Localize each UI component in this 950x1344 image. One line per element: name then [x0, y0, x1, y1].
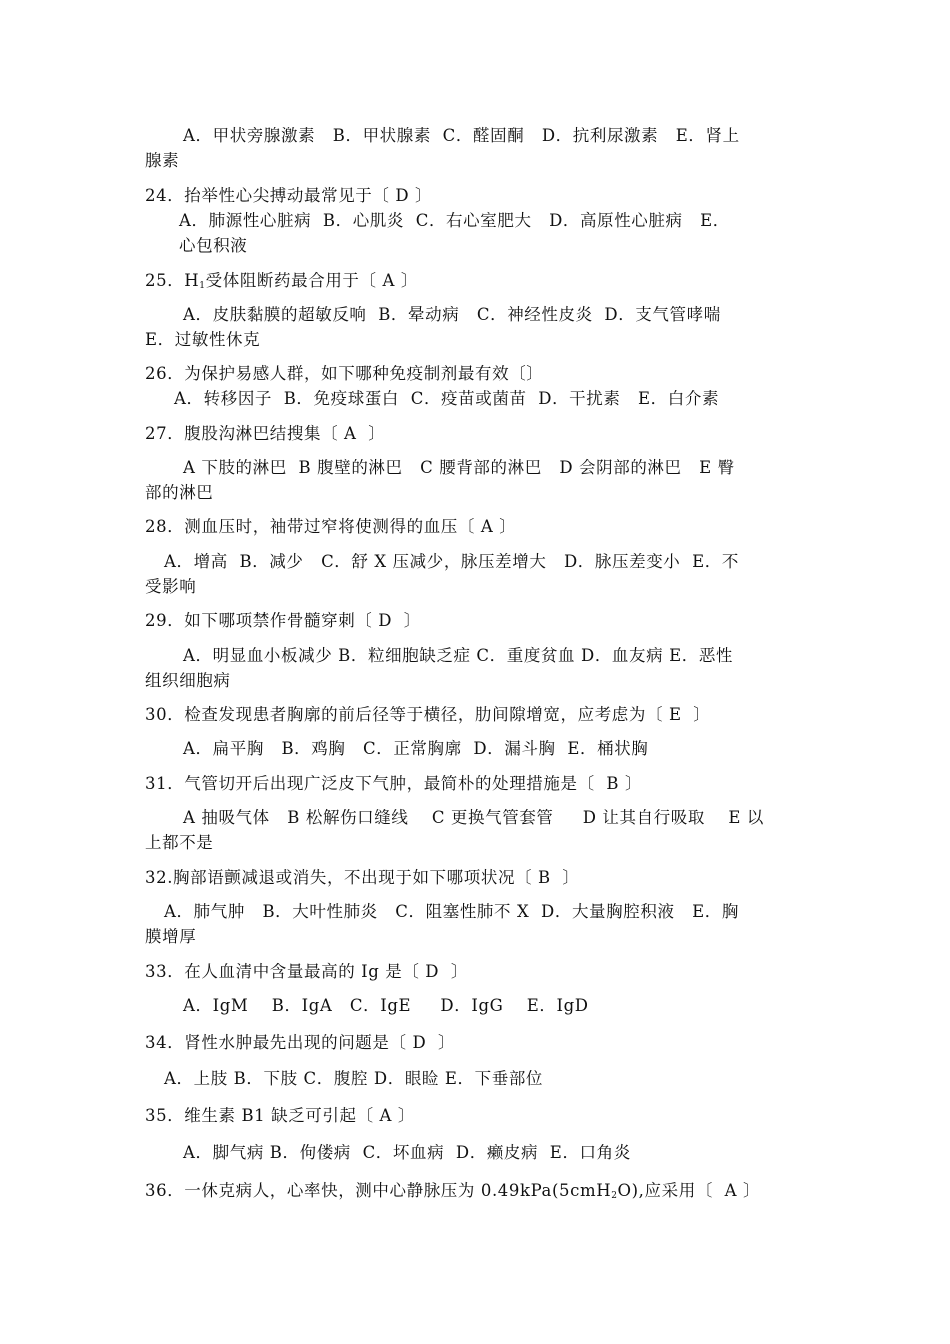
q36-stem: 36．一休克病人，心率快，测中心静脉压为 0.49kPa(5cmH$_2$O),应采用〔 A 〕: [145, 1181, 761, 1201]
q32-stem: 32.胸部语颤减退或消失，不出现于如下哪项状况〔 B 〕: [145, 868, 580, 887]
q35-options: A．脚气病 B．佝偻病 C．坏血病 D．癞皮病 E．口角炎: [183, 1143, 631, 1162]
q35-stem: 35．维生素 B1 缺乏可引起〔 A 〕: [145, 1106, 416, 1125]
q25-options-line-2: E．过敏性休克: [145, 330, 261, 349]
q26-stem: 26．为保护易感人群，如下哪种免疫制剂最有效〔〕: [145, 364, 544, 383]
q24-options-line-1: A．肺源性心脏病 B．心肌炎 C．右心室肥大 D．高原性心脏病 E．: [179, 211, 730, 230]
q25-options-line-1: A．皮肤黏膜的超敏反响 B．晕动病 C．神经性皮炎 D．支气管哮喘: [183, 305, 721, 324]
q26-options: A．转移因子 B．免疫球蛋白 C．疫苗或菌苗 D．干扰素 E．白介素: [174, 389, 720, 408]
q28-options-line-1: A．增高 B．减少 C．舒 X 压减少，脉压差增大 D．脉压差变小 E．不: [164, 552, 739, 571]
q33-stem: 33．在人血清中含量最高的 Ig 是〔 D 〕: [145, 962, 468, 981]
q29-options-line-2: 组织细胞病: [145, 671, 231, 690]
q29-options-line-1: A．明显血小板减少 B．粒细胞缺乏症 C．重度贫血 D．血友病 E．恶性: [183, 646, 734, 665]
q31-stem: 31．气管切开后出现广泛皮下气肿，最简朴的处理措施是〔 B 〕: [145, 774, 643, 793]
q30-stem: 30．检查发现患者胸廓的前后径等于横径，肋间隙增宽，应考虑为〔 E 〕: [145, 705, 711, 724]
q24-stem: 24．抬举性心尖搏动最常见于〔 D 〕: [145, 186, 433, 205]
q23-options-line-2: 腺素: [145, 151, 180, 170]
q32-options-line-2: 膜增厚: [145, 927, 197, 946]
q28-stem: 28．测血压时，袖带过窄将使测得的血压〔 A 〕: [145, 517, 517, 536]
q32-options-line-1: A．肺气肿 B．大叶性肺炎 C．阻塞性肺不 X D．大量胸腔积液 E．胸: [164, 902, 739, 921]
q34-options: A．上肢 B．下肢 C．腹腔 D．眼睑 E．下垂部位: [164, 1069, 544, 1088]
q23-options-line-1: A．甲状旁腺激素 B．甲状腺素 C．醛固酮 D．抗利尿激素 E．肾上: [183, 126, 740, 145]
q28-options-line-2: 受影响: [145, 577, 197, 596]
q24-options-line-2: 心包积液: [179, 236, 248, 255]
q27-stem: 27．腹股沟淋巴结搜集〔 A 〕: [145, 424, 386, 443]
q25-stem: 25．$H_1$受体阻断药最合用于〔 A 〕: [145, 271, 418, 291]
q31-options-line-1: A 抽吸气体 B 松解伤口缝线 C 更换气管套管 D 让其自行吸取 E 以: [183, 808, 764, 827]
q34-stem: 34．肾性水肿最先出现的问题是〔 D 〕: [145, 1033, 456, 1052]
q30-options: A．扁平胸 B．鸡胸 C．正常胸廓 D．漏斗胸 E．桶状胸: [183, 739, 649, 758]
q31-options-line-2: 上都不是: [145, 833, 214, 852]
q29-stem: 29．如下哪项禁作骨髓穿刺〔 D 〕: [145, 611, 421, 630]
q27-options-line-2: 部的淋巴: [145, 483, 214, 502]
q27-options-line-1: A 下肢的淋巴 B 腹壁的淋巴 C 腰背部的淋巴 D 会阴部的淋巴 E 臀: [183, 458, 735, 477]
q33-options: A．IgM B．IgA C．IgE D．IgG E．IgD: [183, 996, 589, 1015]
